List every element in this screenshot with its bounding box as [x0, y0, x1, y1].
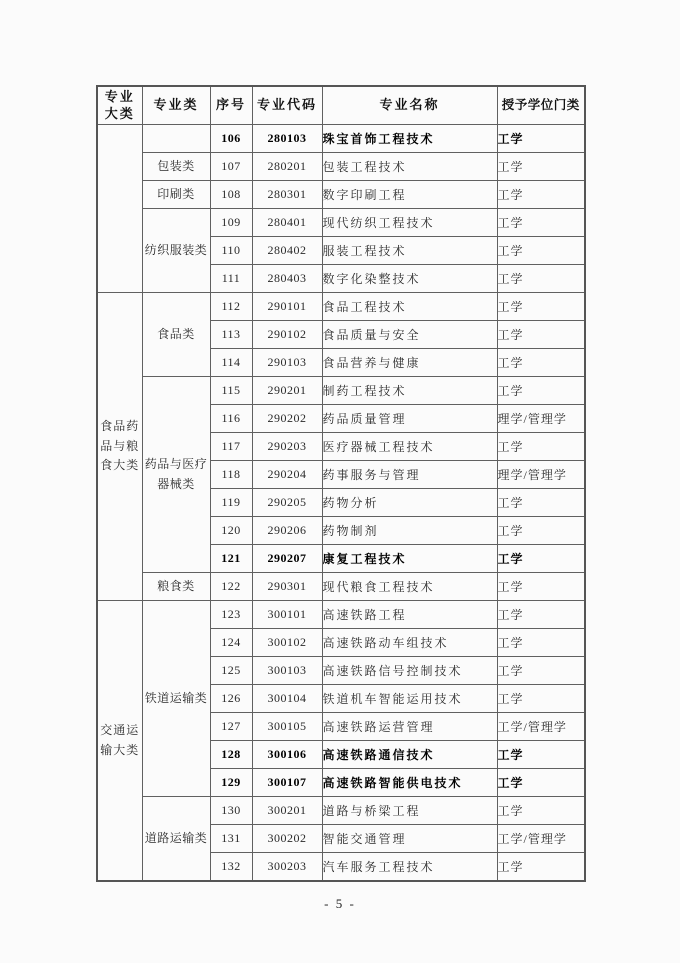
- serial-number-cell: 123: [210, 601, 252, 629]
- major-name-cell: 珠宝首饰工程技术: [322, 125, 497, 153]
- serial-number-cell: 124: [210, 629, 252, 657]
- table-row: [97, 209, 585, 237]
- degree-category-cell: 工学: [497, 601, 585, 629]
- degree-category-cell: 工学: [497, 153, 585, 181]
- degree-category-cell: 工学: [497, 797, 585, 825]
- major-code-cell: 300105: [252, 713, 322, 741]
- major-class-cell: 纺织服装类: [142, 209, 210, 293]
- serial-number-cell: 110: [210, 237, 252, 265]
- serial-number-cell: 118: [210, 461, 252, 489]
- major-category-cell: 食品药品与粮食大类: [97, 293, 142, 601]
- major-code-cell: 290205: [252, 489, 322, 517]
- major-name-cell: 高速铁路通信技术: [322, 741, 497, 769]
- degree-category-cell: 工学: [497, 573, 585, 601]
- header-major-class: 专业类: [142, 86, 210, 125]
- major-name-cell: 药事服务与管理: [322, 461, 497, 489]
- major-code-cell: 280402: [252, 237, 322, 265]
- major-code-cell: 280103: [252, 125, 322, 153]
- header-major-category: 专业大类: [97, 86, 142, 125]
- table-row: [97, 601, 585, 629]
- major-class-cell: 印刷类: [142, 181, 210, 209]
- major-code-cell: 300107: [252, 769, 322, 797]
- header-serial-number: 序号: [210, 86, 252, 125]
- major-code-cell: 280403: [252, 265, 322, 293]
- degree-category-cell: 工学: [497, 769, 585, 797]
- major-name-cell: 数字印刷工程: [322, 181, 497, 209]
- serial-number-cell: 120: [210, 517, 252, 545]
- degree-category-cell: 工学: [497, 545, 585, 573]
- major-category-cell: 交通运输大类: [97, 601, 142, 882]
- table-row: [97, 797, 585, 825]
- degree-category-cell: 工学: [497, 349, 585, 377]
- major-code-cell: 280201: [252, 153, 322, 181]
- serial-number-cell: 129: [210, 769, 252, 797]
- degree-category-cell: 理学/管理学: [497, 405, 585, 433]
- serial-number-cell: 132: [210, 853, 252, 882]
- serial-number-cell: 121: [210, 545, 252, 573]
- degree-category-cell: 工学/管理学: [497, 825, 585, 853]
- major-name-cell: 高速铁路动车组技术: [322, 629, 497, 657]
- table-row: [97, 125, 585, 153]
- degree-category-cell: 工学: [497, 629, 585, 657]
- degree-category-cell: 工学: [497, 265, 585, 293]
- major-code-cell: 290207: [252, 545, 322, 573]
- major-code-cell: 300101: [252, 601, 322, 629]
- major-code-cell: 300201: [252, 797, 322, 825]
- major-name-cell: 医疗器械工程技术: [322, 433, 497, 461]
- major-name-cell: 康复工程技术: [322, 545, 497, 573]
- degree-category-cell: 工学: [497, 293, 585, 321]
- serial-number-cell: 108: [210, 181, 252, 209]
- serial-number-cell: 127: [210, 713, 252, 741]
- degree-category-cell: 工学: [497, 517, 585, 545]
- majors-table: [96, 85, 586, 882]
- major-class-cell: [142, 125, 210, 153]
- major-code-cell: 290203: [252, 433, 322, 461]
- major-name-cell: 现代粮食工程技术: [322, 573, 497, 601]
- serial-number-cell: 119: [210, 489, 252, 517]
- major-code-cell: 300103: [252, 657, 322, 685]
- serial-number-cell: 112: [210, 293, 252, 321]
- degree-category-cell: 工学: [497, 125, 585, 153]
- major-code-cell: 290206: [252, 517, 322, 545]
- degree-category-cell: 工学: [497, 209, 585, 237]
- major-name-cell: 制药工程技术: [322, 377, 497, 405]
- table-row: [97, 293, 585, 321]
- major-code-cell: 300102: [252, 629, 322, 657]
- serial-number-cell: 111: [210, 265, 252, 293]
- major-code-cell: 290102: [252, 321, 322, 349]
- degree-category-cell: 工学: [497, 377, 585, 405]
- degree-category-cell: 理学/管理学: [497, 461, 585, 489]
- degree-category-cell: 工学: [497, 321, 585, 349]
- table-header-row: [97, 86, 585, 125]
- serial-number-cell: 116: [210, 405, 252, 433]
- table-row: [97, 377, 585, 405]
- major-name-cell: 高速铁路智能供电技术: [322, 769, 497, 797]
- major-class-cell: 药品与医疗器械类: [142, 377, 210, 573]
- major-code-cell: 290201: [252, 377, 322, 405]
- major-name-cell: 药品质量管理: [322, 405, 497, 433]
- major-class-cell: 粮食类: [142, 573, 210, 601]
- major-name-cell: 汽车服务工程技术: [322, 853, 497, 882]
- major-code-cell: 290202: [252, 405, 322, 433]
- major-code-cell: 300203: [252, 853, 322, 882]
- major-name-cell: 药物分析: [322, 489, 497, 517]
- major-code-cell: 300202: [252, 825, 322, 853]
- major-name-cell: 铁道机车智能运用技术: [322, 685, 497, 713]
- major-name-cell: 包装工程技术: [322, 153, 497, 181]
- degree-category-cell: 工学/管理学: [497, 713, 585, 741]
- major-name-cell: 食品营养与健康: [322, 349, 497, 377]
- table-row: [97, 181, 585, 209]
- serial-number-cell: 107: [210, 153, 252, 181]
- major-class-cell: 食品类: [142, 293, 210, 377]
- degree-category-cell: 工学: [497, 489, 585, 517]
- major-code-cell: 290101: [252, 293, 322, 321]
- major-name-cell: 服装工程技术: [322, 237, 497, 265]
- major-code-cell: 300104: [252, 685, 322, 713]
- major-name-cell: 智能交通管理: [322, 825, 497, 853]
- serial-number-cell: 117: [210, 433, 252, 461]
- major-name-cell: 现代纺织工程技术: [322, 209, 497, 237]
- degree-category-cell: 工学: [497, 181, 585, 209]
- major-name-cell: 药物制剂: [322, 517, 497, 545]
- major-category-cell: [97, 125, 142, 293]
- major-code-cell: 290204: [252, 461, 322, 489]
- degree-category-cell: 工学: [497, 657, 585, 685]
- major-class-cell: 铁道运输类: [142, 601, 210, 797]
- page-number: - 5 -: [324, 896, 356, 911]
- table-row: [97, 153, 585, 181]
- serial-number-cell: 128: [210, 741, 252, 769]
- major-class-cell: 包装类: [142, 153, 210, 181]
- serial-number-cell: 131: [210, 825, 252, 853]
- serial-number-cell: 109: [210, 209, 252, 237]
- major-name-cell: 高速铁路工程: [322, 601, 497, 629]
- serial-number-cell: 125: [210, 657, 252, 685]
- serial-number-cell: 115: [210, 377, 252, 405]
- major-code-cell: 290301: [252, 573, 322, 601]
- table-body: [97, 125, 585, 882]
- serial-number-cell: 122: [210, 573, 252, 601]
- serial-number-cell: 130: [210, 797, 252, 825]
- degree-category-cell: 工学: [497, 237, 585, 265]
- serial-number-cell: 114: [210, 349, 252, 377]
- major-name-cell: 高速铁路运营管理: [322, 713, 497, 741]
- degree-category-cell: 工学: [497, 685, 585, 713]
- serial-number-cell: 113: [210, 321, 252, 349]
- major-name-cell: 数字化染整技术: [322, 265, 497, 293]
- header-degree-category: 授予学位门类: [497, 86, 585, 125]
- major-name-cell: 高速铁路信号控制技术: [322, 657, 497, 685]
- major-name-cell: 道路与桥梁工程: [322, 797, 497, 825]
- major-name-cell: 食品质量与安全: [322, 321, 497, 349]
- header-major-name: 专业名称: [322, 86, 497, 125]
- major-class-cell: 道路运输类: [142, 797, 210, 882]
- degree-category-cell: 工学: [497, 433, 585, 461]
- major-name-cell: 食品工程技术: [322, 293, 497, 321]
- major-code-cell: 280401: [252, 209, 322, 237]
- major-code-cell: 290103: [252, 349, 322, 377]
- serial-number-cell: 126: [210, 685, 252, 713]
- degree-category-cell: 工学: [497, 853, 585, 882]
- serial-number-cell: 106: [210, 125, 252, 153]
- degree-category-cell: 工学: [497, 741, 585, 769]
- header-major-code: 专业代码: [252, 86, 322, 125]
- major-code-cell: 300106: [252, 741, 322, 769]
- major-code-cell: 280301: [252, 181, 322, 209]
- table-row: [97, 573, 585, 601]
